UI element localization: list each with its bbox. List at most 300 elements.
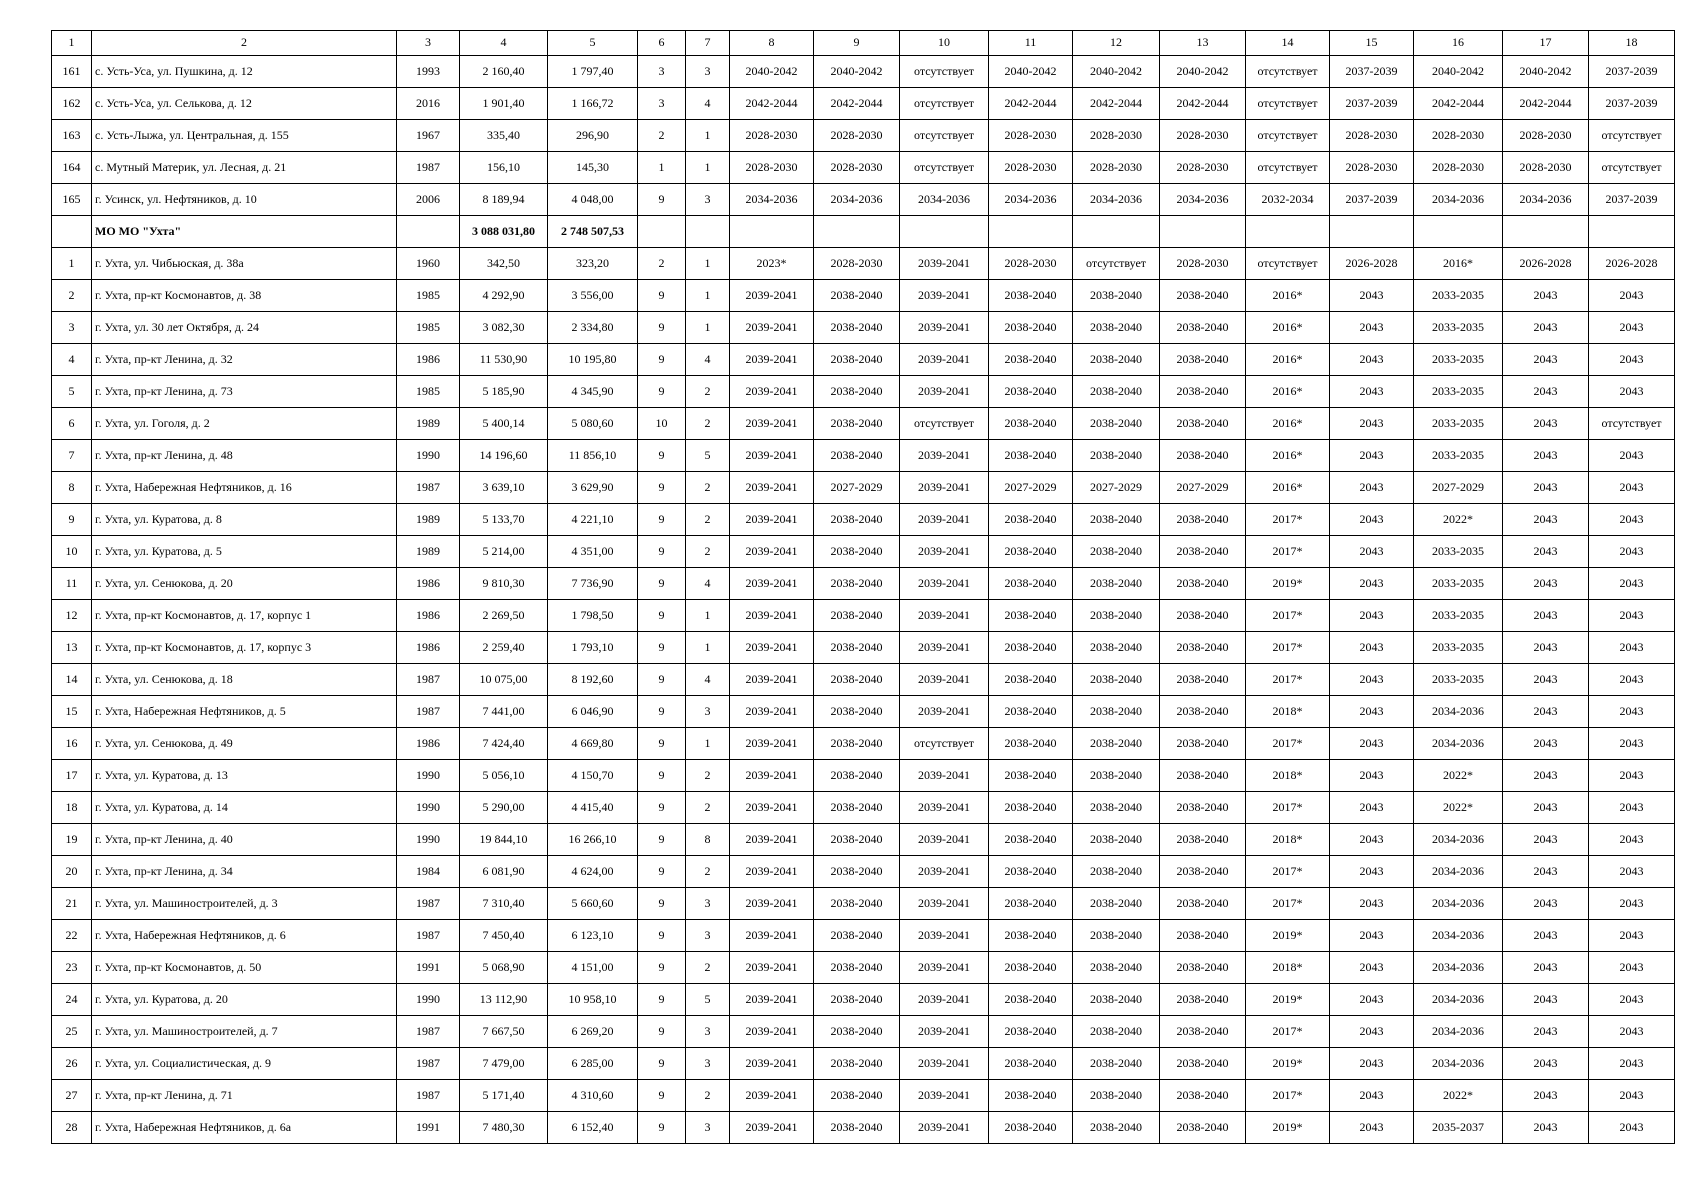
cell-col-15: 2043 [1330,472,1414,504]
cell-col-13: 2028-2030 [1160,248,1246,280]
cell-col-8: 2028-2030 [730,120,814,152]
cell-col-13: 2038-2040 [1160,1112,1246,1144]
cell-col-18: 2037-2039 [1589,56,1675,88]
cell-col-17: 2043 [1503,824,1589,856]
cell-col-9: 2038-2040 [814,376,900,408]
cell-col-12: 2038-2040 [1073,504,1160,536]
cell-col-5: 6 123,10 [548,920,638,952]
cell-col-2: с. Мутный Материк, ул. Лесная, д. 21 [92,152,397,184]
cell-col-4: 5 214,00 [460,536,548,568]
cell-col-3: 1991 [397,952,460,984]
cell-col-1 [52,216,92,248]
cell-col-8: 2039-2041 [730,696,814,728]
cell-col-14: 2016* [1246,440,1330,472]
cell-col-2: г. Ухта, ул. Сенюкова, д. 20 [92,568,397,600]
cell-col-16: 2034-2036 [1414,1016,1503,1048]
cell-col-3: 1990 [397,792,460,824]
cell-col-11: 2038-2040 [989,984,1073,1016]
cell-col-5: 6 285,00 [548,1048,638,1080]
cell-col-7: 2 [686,952,730,984]
cell-col-11: 2038-2040 [989,376,1073,408]
cell-col-12: 2038-2040 [1073,824,1160,856]
cell-col-13: 2038-2040 [1160,824,1246,856]
cell-col-7: 2 [686,536,730,568]
cell-col-5: 5 080,60 [548,408,638,440]
cell-col-6: 9 [638,1080,686,1112]
cell-col-6: 1 [638,152,686,184]
cell-col-18: 2043 [1589,760,1675,792]
cell-col-16: 2034-2036 [1414,184,1503,216]
cell-col-12: 2028-2030 [1073,152,1160,184]
cell-col-6: 9 [638,472,686,504]
cell-col-1: 15 [52,696,92,728]
cell-col-13: 2038-2040 [1160,600,1246,632]
cell-col-13: 2038-2040 [1160,1016,1246,1048]
cell-col-11: 2038-2040 [989,1016,1073,1048]
cell-col-13: 2038-2040 [1160,312,1246,344]
cell-col-18: 2043 [1589,312,1675,344]
cell-col-7: 4 [686,344,730,376]
cell-col-4: 5 056,10 [460,760,548,792]
cell-col-8: 2039-2041 [730,568,814,600]
cell-col-5: 4 351,00 [548,536,638,568]
cell-col-4: 7 441,00 [460,696,548,728]
cell-col-16: 2028-2030 [1414,120,1503,152]
cell-col-14: 2016* [1246,408,1330,440]
cell-col-2: г. Ухта, ул. Машиностроителей, д. 3 [92,888,397,920]
cell-col-7: 1 [686,280,730,312]
cell-col-13: 2038-2040 [1160,984,1246,1016]
cell-col-10: 2039-2041 [900,984,989,1016]
cell-col-10: 2039-2041 [900,760,989,792]
table-row [52,1016,1675,1048]
cell-col-16: 2033-2035 [1414,344,1503,376]
cell-col-13: 2038-2040 [1160,408,1246,440]
cell-col-8: 2039-2041 [730,952,814,984]
column-number-row [52,31,1675,56]
cell-col-13: 2038-2040 [1160,952,1246,984]
cell-col-11: 2038-2040 [989,568,1073,600]
cell-col-5: 4 345,90 [548,376,638,408]
cell-col-8: 2039-2041 [730,472,814,504]
cell-col-10: 2039-2041 [900,1016,989,1048]
cell-col-11: 2038-2040 [989,280,1073,312]
cell-col-13: 2028-2030 [1160,152,1246,184]
cell-col-16: 2022* [1414,792,1503,824]
cell-col-1: 161 [52,56,92,88]
cell-col-7: 1 [686,632,730,664]
cell-col-12: 2038-2040 [1073,1112,1160,1144]
cell-col-9: 2038-2040 [814,1048,900,1080]
cell-col-9 [814,216,900,248]
cell-col-16: 2034-2036 [1414,952,1503,984]
cell-col-9: 2038-2040 [814,952,900,984]
cell-col-16: 2028-2030 [1414,152,1503,184]
cell-col-18: 2037-2039 [1589,184,1675,216]
cell-col-8: 2039-2041 [730,792,814,824]
cell-col-2: г. Ухта, ул. Сенюкова, д. 18 [92,664,397,696]
cell-col-12: 2040-2042 [1073,56,1160,88]
cell-col-18: 2043 [1589,952,1675,984]
cell-col-4: 19 844,10 [460,824,548,856]
cell-col-10: 2039-2041 [900,440,989,472]
cell-col-4: 3 082,30 [460,312,548,344]
cell-col-17: 2043 [1503,568,1589,600]
cell-col-1: 5 [52,376,92,408]
cell-col-18: 2043 [1589,856,1675,888]
cell-col-15: 2043 [1330,504,1414,536]
cell-col-4: 2 160,40 [460,56,548,88]
cell-col-10: 2039-2041 [900,248,989,280]
cell-col-7: 3 [686,1048,730,1080]
cell-col-13: 2038-2040 [1160,728,1246,760]
cell-col-11: 2038-2040 [989,792,1073,824]
cell-col-8: 2039-2041 [730,824,814,856]
cell-col-2: г. Ухта, пр-кт Ленина, д. 73 [92,376,397,408]
cell-col-11: 2038-2040 [989,1080,1073,1112]
cell-col-12: 2038-2040 [1073,952,1160,984]
cell-col-17: 2043 [1503,600,1589,632]
table-row [52,952,1675,984]
cell-col-13 [1160,216,1246,248]
cell-col-9: 2038-2040 [814,888,900,920]
cell-col-4: 10 075,00 [460,664,548,696]
cell-col-15: 2043 [1330,952,1414,984]
cell-col-16: 2027-2029 [1414,472,1503,504]
cell-col-17: 2026-2028 [1503,248,1589,280]
table-row [52,1080,1675,1112]
cell-col-8: 2039-2041 [730,1048,814,1080]
cell-col-13: 2034-2036 [1160,184,1246,216]
cell-col-7: 2 [686,408,730,440]
cell-col-3: 1987 [397,664,460,696]
cell-col-2: г. Ухта, пр-кт Ленина, д. 71 [92,1080,397,1112]
cell-col-16: 2033-2035 [1414,376,1503,408]
cell-col-16: 2033-2035 [1414,408,1503,440]
cell-col-4: 8 189,94 [460,184,548,216]
cell-col-9: 2038-2040 [814,696,900,728]
cell-col-10: отсутствует [900,120,989,152]
table-row [52,632,1675,664]
cell-col-3: 1985 [397,280,460,312]
cell-col-6: 10 [638,408,686,440]
cell-col-1: 12 [52,600,92,632]
cell-col-14: 2016* [1246,376,1330,408]
cell-col-3: 1967 [397,120,460,152]
cell-col-16: 2033-2035 [1414,312,1503,344]
cell-col-6: 9 [638,184,686,216]
cell-col-3: 1993 [397,56,460,88]
cell-col-3: 1990 [397,824,460,856]
cell-col-9: 2038-2040 [814,632,900,664]
cell-col-10: 2034-2036 [900,184,989,216]
cell-col-13: 2038-2040 [1160,440,1246,472]
table-row [52,792,1675,824]
cell-col-18: 2043 [1589,504,1675,536]
cell-col-7: 8 [686,824,730,856]
cell-col-10: 2039-2041 [900,568,989,600]
cell-col-7: 5 [686,984,730,1016]
cell-col-5: 4 150,70 [548,760,638,792]
cell-col-4: 2 269,50 [460,600,548,632]
cell-col-4: 9 810,30 [460,568,548,600]
cell-col-18: 2043 [1589,472,1675,504]
cell-col-18: 2043 [1589,440,1675,472]
cell-col-17: 2043 [1503,952,1589,984]
cell-col-18: 2043 [1589,1048,1675,1080]
cell-col-16: 2034-2036 [1414,696,1503,728]
cell-col-15: 2043 [1330,1080,1414,1112]
cell-col-11: 2038-2040 [989,824,1073,856]
cell-col-10: 2039-2041 [900,792,989,824]
cell-col-10: 2039-2041 [900,856,989,888]
cell-col-13: 2027-2029 [1160,472,1246,504]
cell-col-14: 2017* [1246,536,1330,568]
cell-col-18 [1589,216,1675,248]
cell-col-16: 2034-2036 [1414,1048,1503,1080]
cell-col-6: 3 [638,56,686,88]
cell-col-13: 2038-2040 [1160,792,1246,824]
cell-col-15: 2043 [1330,408,1414,440]
cell-col-2: г. Ухта, пр-кт Космонавтов, д. 38 [92,280,397,312]
cell-col-11: 2038-2040 [989,728,1073,760]
cell-col-9: 2038-2040 [814,280,900,312]
cell-col-5: 5 660,60 [548,888,638,920]
cell-col-8: 2039-2041 [730,600,814,632]
cell-col-5: 4 310,60 [548,1080,638,1112]
column-number-16: 16 [1414,31,1503,56]
cell-col-17: 2042-2044 [1503,88,1589,120]
cell-col-11: 2028-2030 [989,152,1073,184]
cell-col-14 [1246,216,1330,248]
cell-col-12: 2038-2040 [1073,280,1160,312]
cell-col-15: 2043 [1330,856,1414,888]
cell-col-14: 2017* [1246,856,1330,888]
cell-col-1: 2 [52,280,92,312]
cell-col-6: 9 [638,568,686,600]
cell-col-9: 2034-2036 [814,184,900,216]
cell-col-15 [1330,216,1414,248]
table-row [52,408,1675,440]
cell-col-10: 2039-2041 [900,632,989,664]
cell-col-2: г. Ухта, Набережная Нефтяников, д. 6а [92,1112,397,1144]
cell-col-9: 2038-2040 [814,1016,900,1048]
cell-col-1: 27 [52,1080,92,1112]
cell-col-2: г. Ухта, ул. Сенюкова, д. 49 [92,728,397,760]
cell-col-17: 2043 [1503,472,1589,504]
cell-col-17 [1503,216,1589,248]
cell-col-6: 9 [638,952,686,984]
cell-col-2: с. Усть-Уса, ул. Селькова, д. 12 [92,88,397,120]
cell-col-18: 2043 [1589,632,1675,664]
cell-col-14: 2017* [1246,1080,1330,1112]
cell-col-8: 2039-2041 [730,984,814,1016]
cell-col-12: 2038-2040 [1073,376,1160,408]
cell-col-9: 2038-2040 [814,792,900,824]
cell-col-11: 2038-2040 [989,536,1073,568]
table-row [52,120,1675,152]
cell-col-2: г. Усинск, ул. Нефтяников, д. 10 [92,184,397,216]
cell-col-11: 2042-2044 [989,88,1073,120]
cell-col-3: 1984 [397,856,460,888]
cell-col-3: 1987 [397,1080,460,1112]
table-row [52,984,1675,1016]
cell-col-2: г. Ухта, Набережная Нефтяников, д. 5 [92,696,397,728]
cell-col-16 [1414,216,1503,248]
cell-col-2: г. Ухта, пр-кт Космонавтов, д. 17, корпус 1 [92,600,397,632]
cell-col-12: 2038-2040 [1073,664,1160,696]
table-row [52,824,1675,856]
cell-col-9: 2038-2040 [814,536,900,568]
cell-col-7: 2 [686,472,730,504]
cell-col-11: 2038-2040 [989,1048,1073,1080]
cell-col-3: 1987 [397,920,460,952]
cell-col-7: 2 [686,376,730,408]
cell-col-4: 7 479,00 [460,1048,548,1080]
cell-col-14: 2018* [1246,760,1330,792]
cell-col-7: 3 [686,920,730,952]
cell-col-2: г. Ухта, пр-кт Ленина, д. 48 [92,440,397,472]
cell-col-16: 2034-2036 [1414,856,1503,888]
cell-col-8: 2039-2041 [730,312,814,344]
cell-col-11 [989,216,1073,248]
cell-col-1: 1 [52,248,92,280]
cell-col-17: 2028-2030 [1503,120,1589,152]
cell-col-7: 2 [686,760,730,792]
cell-col-7: 1 [686,248,730,280]
cell-col-14: 2017* [1246,504,1330,536]
cell-col-3: 1987 [397,1016,460,1048]
cell-col-18: 2043 [1589,824,1675,856]
column-number-12: 12 [1073,31,1160,56]
table-row [52,312,1675,344]
cell-col-1: 4 [52,344,92,376]
cell-col-7: 3 [686,1112,730,1144]
table-row [52,760,1675,792]
cell-col-13: 2038-2040 [1160,280,1246,312]
cell-col-7: 1 [686,600,730,632]
cell-col-15: 2037-2039 [1330,88,1414,120]
cell-col-13: 2038-2040 [1160,536,1246,568]
cell-col-17: 2043 [1503,440,1589,472]
cell-col-3: 1960 [397,248,460,280]
cell-col-5: 6 269,20 [548,1016,638,1048]
cell-col-7: 1 [686,312,730,344]
cell-col-1: 14 [52,664,92,696]
cell-col-5: 10 195,80 [548,344,638,376]
cell-col-12: 2038-2040 [1073,632,1160,664]
cell-col-6: 9 [638,696,686,728]
cell-col-2: г. Ухта, пр-кт Космонавтов, д. 17, корпус 3 [92,632,397,664]
cell-col-8: 2028-2030 [730,152,814,184]
column-number-8: 8 [730,31,814,56]
cell-col-12: 2034-2036 [1073,184,1160,216]
cell-col-6: 9 [638,536,686,568]
cell-col-17: 2028-2030 [1503,152,1589,184]
cell-col-18: 2043 [1589,568,1675,600]
cell-col-10: 2039-2041 [900,1048,989,1080]
group-header-row [52,216,1675,248]
cell-col-13: 2038-2040 [1160,888,1246,920]
cell-col-14: 2016* [1246,312,1330,344]
table-row [52,248,1675,280]
cell-col-6: 9 [638,1016,686,1048]
cell-col-11: 2034-2036 [989,184,1073,216]
cell-col-2: г. Ухта, пр-кт Ленина, д. 32 [92,344,397,376]
cell-col-3: 1989 [397,408,460,440]
cell-col-4: 7 667,50 [460,1016,548,1048]
cell-col-17: 2043 [1503,504,1589,536]
cell-col-5: 3 629,90 [548,472,638,504]
cell-col-10: 2039-2041 [900,344,989,376]
cell-col-12: 2038-2040 [1073,1080,1160,1112]
cell-col-12: 2038-2040 [1073,312,1160,344]
cell-col-10: 2039-2041 [900,920,989,952]
cell-col-2: г. Ухта, ул. Чибьюская, д. 38а [92,248,397,280]
cell-col-10: 2039-2041 [900,1112,989,1144]
cell-col-14: 2019* [1246,568,1330,600]
column-number-10: 10 [900,31,989,56]
cell-col-18: 2043 [1589,1112,1675,1144]
column-number-9: 9 [814,31,900,56]
cell-col-2: г. Ухта, пр-кт Ленина, д. 40 [92,824,397,856]
cell-col-11: 2038-2040 [989,408,1073,440]
cell-col-7: 2 [686,856,730,888]
cell-col-11: 2038-2040 [989,664,1073,696]
cell-col-13: 2038-2040 [1160,664,1246,696]
cell-col-17: 2034-2036 [1503,184,1589,216]
cell-col-6: 9 [638,440,686,472]
cell-col-3: 1985 [397,376,460,408]
cell-col-17: 2043 [1503,888,1589,920]
cell-col-7: 3 [686,888,730,920]
cell-col-17: 2043 [1503,344,1589,376]
cell-col-18: 2043 [1589,600,1675,632]
cell-col-2: с. Усть-Лыжа, ул. Центральная, д. 155 [92,120,397,152]
cell-col-12: 2038-2040 [1073,408,1160,440]
column-number-18: 18 [1589,31,1675,56]
cell-col-1: 18 [52,792,92,824]
column-number-14: 14 [1246,31,1330,56]
cell-col-8: 2039-2041 [730,888,814,920]
cell-col-9: 2038-2040 [814,856,900,888]
cell-col-18: 2043 [1589,280,1675,312]
cell-col-10: 2039-2041 [900,1080,989,1112]
cell-col-10: 2039-2041 [900,312,989,344]
cell-col-1: 8 [52,472,92,504]
cell-col-4: 342,50 [460,248,548,280]
cell-col-14: отсутствует [1246,56,1330,88]
cell-col-3: 1986 [397,600,460,632]
cell-col-6: 9 [638,504,686,536]
cell-col-12: 2038-2040 [1073,536,1160,568]
table-row [52,888,1675,920]
cell-col-8: 2034-2036 [730,184,814,216]
cell-col-5: 2 748 507,53 [548,216,638,248]
cell-col-15: 2043 [1330,760,1414,792]
cell-col-3: 1987 [397,472,460,504]
table-row [52,472,1675,504]
cell-col-7: 4 [686,664,730,696]
cell-col-17: 2043 [1503,696,1589,728]
cell-col-5: 4 624,00 [548,856,638,888]
cell-col-3: 2006 [397,184,460,216]
cell-col-1: 163 [52,120,92,152]
cell-col-5: 4 669,80 [548,728,638,760]
cell-col-7: 3 [686,184,730,216]
cell-col-12: 2038-2040 [1073,856,1160,888]
cell-col-10: 2039-2041 [900,376,989,408]
